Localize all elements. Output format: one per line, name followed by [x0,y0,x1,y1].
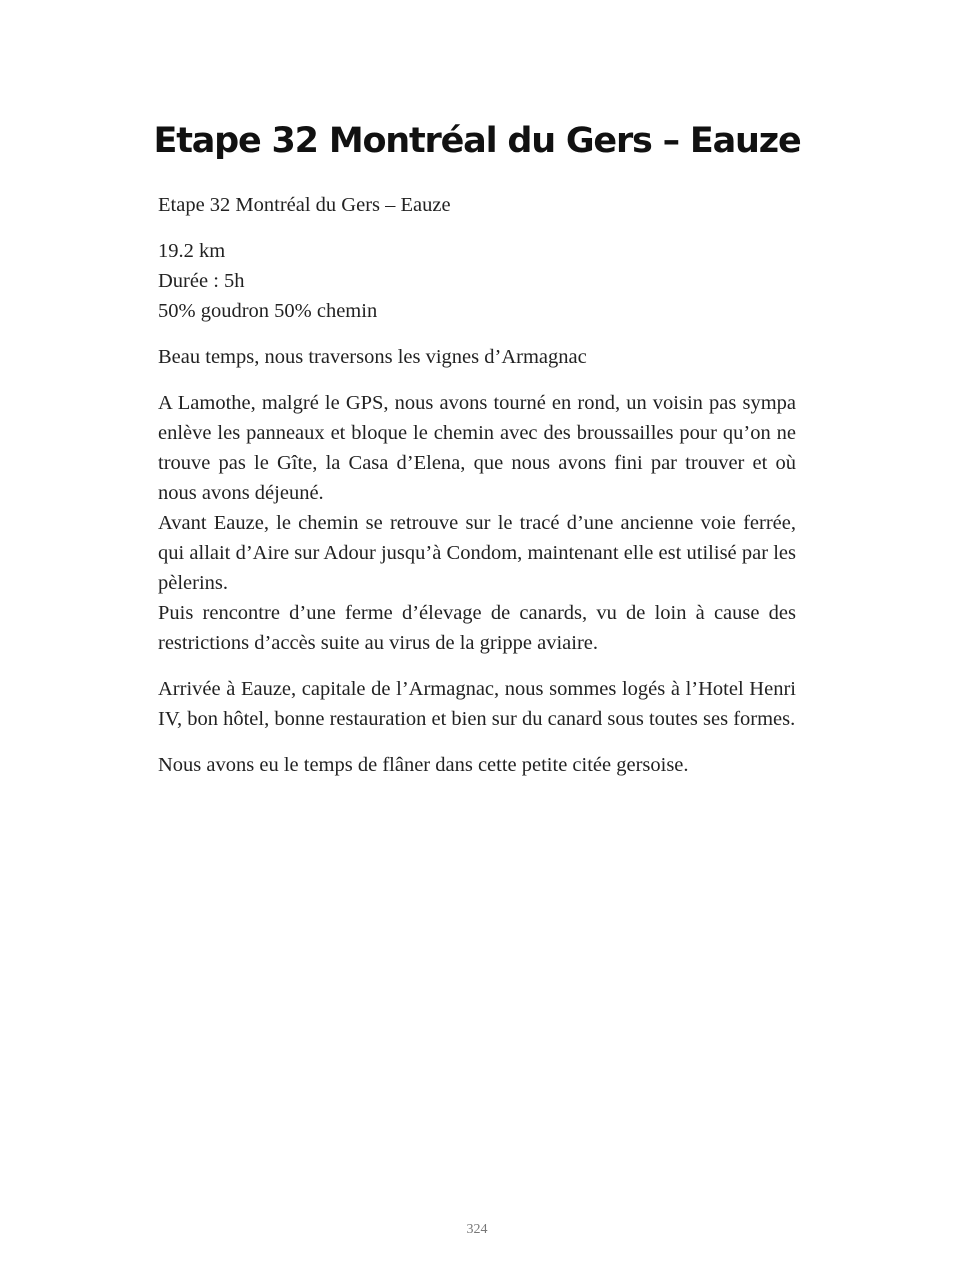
farm-paragraph: Puis rencontre d’une ferme d’élevage de canards, vu de loin à cause des restrictions d’accès suite au virus de la grippe aviaire. [158,602,796,654]
railway-paragraph: Avant Eauze, le chemin se retrouve sur le tracé d’une ancienne voie ferrée, qui allait d’Aire sur Adour jusqu’à Condom, maintenant elle est utilisé par les pèlerins. [158,512,796,594]
lamothe-paragraph: A Lamothe, malgré le GPS, nous avons tourné en rond, un voisin pas sympa enlève les panneaux et bloque le chemin avec des broussailles pour qu’on ne trouve pas le Gîte, la Casa d’Elena, que nous avons fini par trouver et où nous avons déjeuné. [158,392,796,504]
distance-text: 19.2 km [158,240,226,262]
weather-paragraph: Beau temps, nous traversons les vignes d’Armagnac [158,346,587,368]
stage-subtitle: Etape 32 Montréal du Gers – Eauze [158,194,451,216]
duration-text: Durée : 5h [158,270,245,292]
page-number: 324 [466,1222,488,1237]
stroll-paragraph: Nous avons eu le temps de flâner dans cette petite citée gersoise. [158,754,689,776]
page-title: Etape 32 Montréal du Gers – Eauze [153,121,801,161]
route-paragraphs [158,388,796,658]
surface-text: 50% goudron 50% chemin [158,300,378,322]
stage-stats [158,236,796,326]
document-body [158,190,796,796]
arrival-paragraph: Arrivée à Eauze, capitale de l’Armagnac, nous sommes logés à l’Hotel Henri IV, bon hôtel, bonne restauration et bien sur du canard sous toutes ses formes. [158,678,796,730]
